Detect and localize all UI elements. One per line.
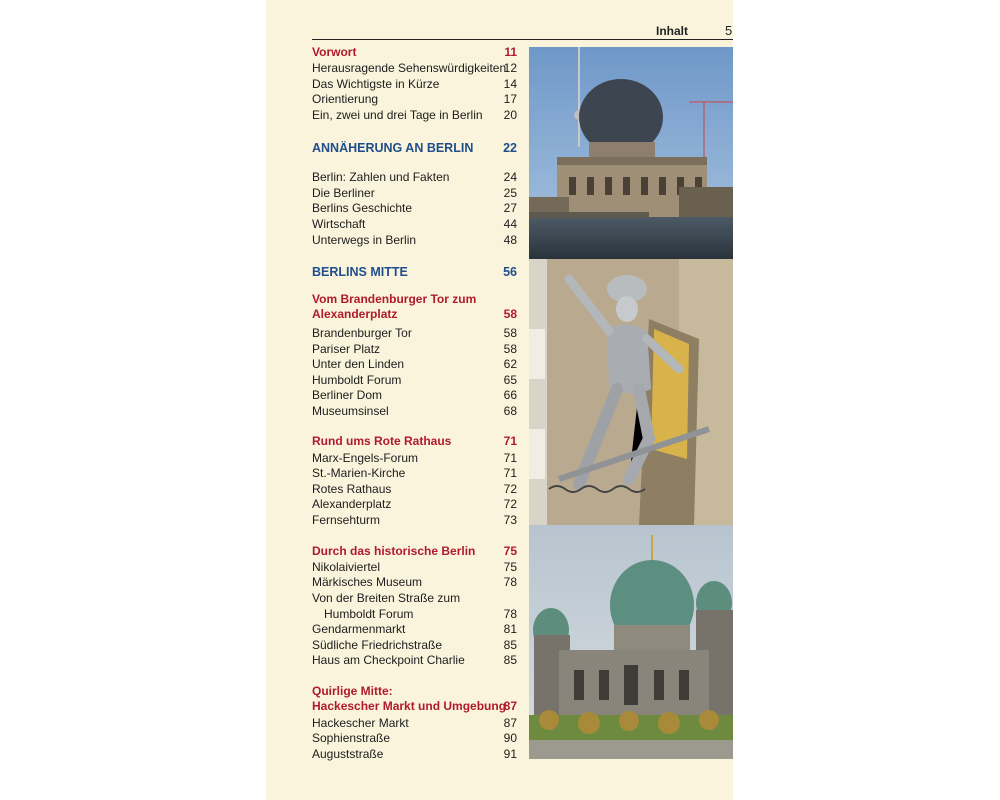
toc-entry-title: Rotes Rathaus: [312, 482, 392, 496]
toc-entry-page: 25: [503, 186, 517, 200]
toc-entry-page: 12: [503, 61, 517, 75]
toc-entry-title: Orientierung: [312, 92, 379, 106]
toc-entry-title: Unterwegs in Berlin: [312, 233, 417, 247]
toc-entry-title: Brandenburger Tor: [312, 326, 412, 340]
toc-entry-page: 48: [503, 233, 517, 247]
toc-entry-page: 17: [503, 92, 517, 106]
toc-entry-title: St.-Marien-Kirche: [312, 466, 406, 480]
toc-entry-page: 87: [503, 716, 517, 730]
toc-entry-page: 87: [503, 699, 517, 713]
toc-entry-page: 62: [503, 357, 517, 371]
toc-entry-title: Pariser Platz: [312, 342, 381, 356]
toc-entry-page: 44: [503, 217, 517, 231]
toc-entry-title: Märkisches Museum: [312, 575, 423, 589]
toc-entry-title: BERLINS MITTE: [312, 265, 408, 279]
toc-entry-title: Humboldt Forum: [324, 607, 414, 621]
toc-entry-page: 71: [503, 466, 517, 480]
toc-entry-page: 66: [503, 388, 517, 402]
toc-entry-page: 85: [503, 638, 517, 652]
toc-entry-page: 73: [503, 513, 517, 527]
toc-entry-title: Berlin: Zahlen und Fakten: [312, 170, 450, 184]
toc-entry-page: 11: [504, 45, 517, 59]
toc-entry-title: Sophienstraße: [312, 731, 391, 745]
toc-entry-title: Durch das historische Berlin: [312, 544, 476, 558]
toc-entry-page: 91: [503, 747, 517, 761]
page-number: 5: [725, 23, 733, 38]
toc-entry-page: 72: [503, 482, 517, 496]
toc-entry-page: 58: [503, 307, 517, 321]
toc-entry-page: 90: [503, 731, 517, 745]
toc-entry-page: 71: [503, 451, 517, 465]
toc-entry-page: 68: [503, 404, 517, 418]
toc-entry-page: 58: [503, 342, 517, 356]
toc-entry-title: Gendarmenmarkt: [312, 622, 406, 636]
toc-entry-page: 85: [503, 653, 517, 667]
toc-entry-title: Haus am Checkpoint Charlie: [312, 653, 465, 667]
toc-entry-title: Die Berliner: [312, 186, 375, 200]
toc-entry-page: 78: [503, 575, 517, 589]
toc-entry-page: 65: [503, 373, 517, 387]
toc-entry-title: Hackescher Markt und Umgebung: [312, 699, 507, 713]
toc-entry-title: Das Wichtigste in Kürze: [312, 77, 440, 91]
toc-entry-title: ANNÄHERUNG AN BERLIN: [312, 141, 474, 155]
photo-column: [529, 47, 733, 759]
toc-entry-title: Berliner Dom: [312, 388, 383, 402]
toc-entry-page: 20: [503, 108, 517, 122]
toc-entry-title: Vom Brandenburger Tor zum: [312, 292, 477, 306]
toc-entry-title: Vorwort: [312, 45, 357, 59]
toc-entry-title: Marx-Engels-Forum: [312, 451, 419, 465]
soldier-statue-photo: [529, 259, 733, 525]
toc-entry-title: Museumsinsel: [312, 404, 389, 418]
toc-entry-title: Hackescher Markt: [312, 716, 409, 730]
toc-entry-title: Wirtschaft: [312, 217, 366, 231]
toc-entry-page: 75: [503, 560, 517, 574]
toc-entry-page: 22: [503, 141, 517, 155]
toc-entry-page: 58: [503, 326, 517, 340]
toc-entry-title: Alexanderplatz: [312, 497, 392, 511]
toc-entry-title: Unter den Linden: [312, 357, 405, 371]
toc-entry-page: 81: [503, 622, 517, 636]
toc-entry-page: 78: [503, 607, 517, 621]
toc-entry-title: Rund ums Rote Rathaus: [312, 434, 452, 448]
toc-entry-title: Auguststraße: [312, 747, 384, 761]
toc-entry-page: 72: [503, 497, 517, 511]
berliner-dom-photo: [529, 525, 733, 759]
toc-entry-title: Von der Breiten Straße zum: [312, 591, 461, 605]
toc-entry-title: Herausragende Sehenswürdigkeiten: [312, 61, 507, 75]
toc-entry-page: 14: [503, 77, 517, 91]
toc-entry-title: Fernsehturm: [312, 513, 381, 527]
toc-entry-title: Humboldt Forum: [312, 373, 402, 387]
toc-entry-page: 75: [503, 544, 517, 558]
toc-entry-page: 56: [503, 265, 517, 279]
header-rule: [312, 39, 733, 40]
toc-entry-title: Berlins Geschichte: [312, 201, 413, 215]
toc-entry-page: 71: [503, 434, 517, 448]
toc-entry-title: Südliche Friedrichstraße: [312, 638, 443, 652]
toc-entry-page: 24: [503, 170, 517, 184]
toc-entry-title: Ein, zwei und drei Tage in Berlin: [312, 108, 483, 122]
toc-entry-title: Alexanderplatz: [312, 307, 398, 321]
toc-entry-title: Quirlige Mitte:: [312, 684, 393, 698]
toc-entry-title: Nikolaiviertel: [312, 560, 381, 574]
toc-entry-page: 27: [503, 201, 517, 215]
header-title: Inhalt: [656, 24, 688, 38]
bode-museum-photo: [529, 47, 733, 259]
